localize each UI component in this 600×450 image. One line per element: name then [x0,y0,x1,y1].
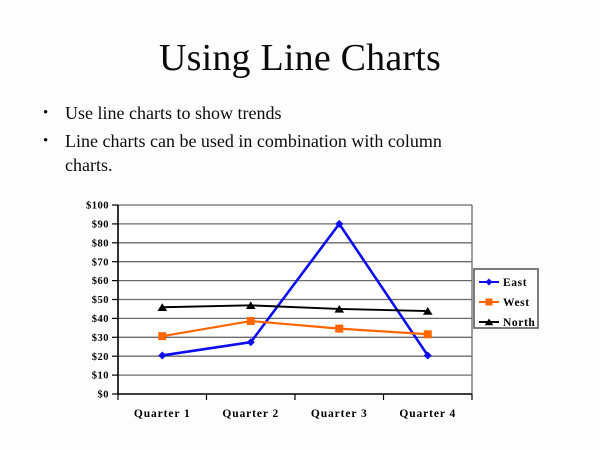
bullet-text: Line charts can be used in combination with column charts. [65,131,442,175]
legend-label-north: North [503,317,536,329]
y-axis-label: $10 [91,370,109,382]
y-axis-label: $80 [91,238,109,250]
series-marker-west [424,330,432,338]
series-marker-west [247,317,255,325]
y-axis-label: $60 [91,276,109,288]
y-axis-label: $20 [91,351,109,363]
bullet-text: Use line charts to show trends [65,103,282,123]
bullet-icon: • [43,133,49,149]
slide-title: Using Line Charts [158,37,442,79]
y-axis-label: $50 [91,295,109,307]
y-axis-label: $90 [91,219,109,231]
y-axis-label: $0 [97,389,109,401]
y-axis-label: $40 [91,314,109,325]
series-marker-west [335,325,343,333]
y-axis-label: $30 [91,332,109,344]
legend-label-west: West [503,297,530,309]
x-axis-label: Quarter 2 [222,408,280,420]
y-axis-label: $70 [91,257,109,269]
bullet-icon: • [43,105,49,121]
x-axis-label: Quarter 3 [310,408,368,420]
legend-label-east: East [503,277,528,289]
x-axis-label: Quarter 4 [399,408,457,420]
series-marker-west [158,332,166,340]
x-axis-label: Quarter 1 [133,408,191,420]
legend-marker-west [486,299,493,306]
y-axis-label: $100 [86,200,109,212]
